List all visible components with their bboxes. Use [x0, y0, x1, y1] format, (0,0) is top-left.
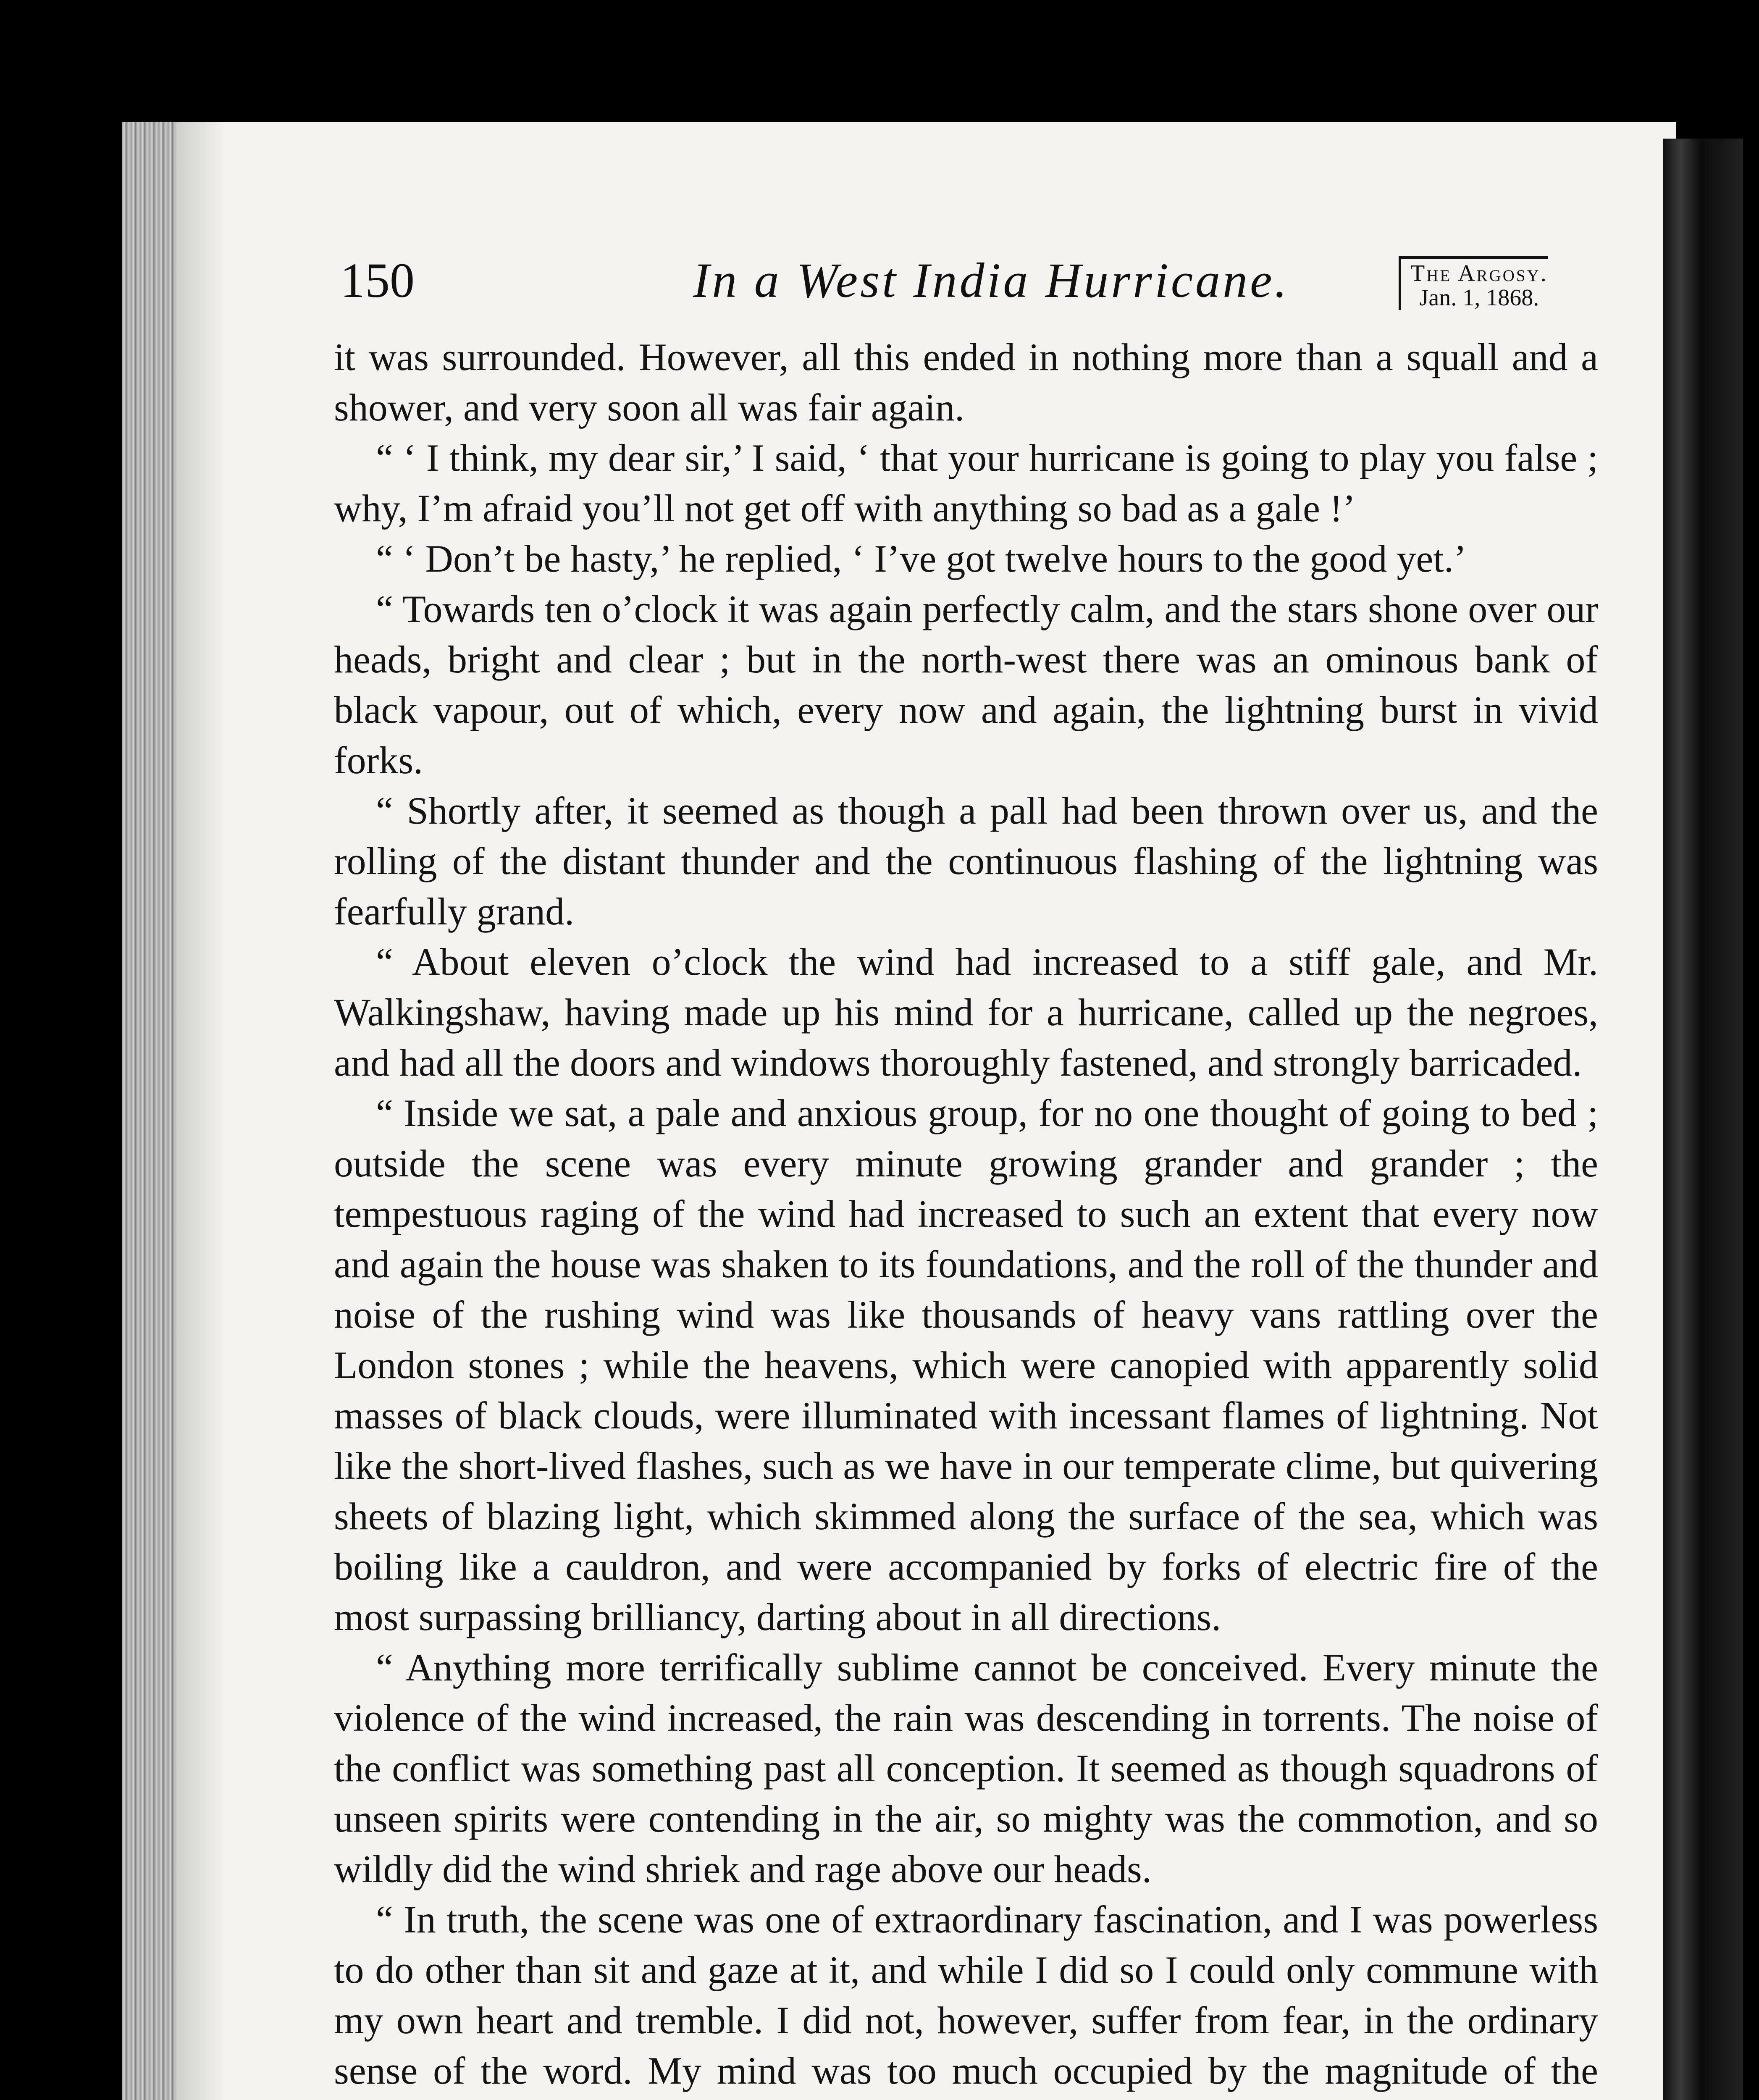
paragraph: “ Towards ten o’clock it was again perfectly calm, and the stars shone over our heads, bright and clear ; but in the north-west there was an ominous bank of black vapour, out of which, every now and again, the lightning burst in vivid forks. [334, 588, 1598, 782]
page-edge-stack [122, 122, 176, 2100]
journal-citation [1399, 256, 1548, 310]
binding-edge [1663, 139, 1743, 2100]
paragraph: “ ‘ Don’t be hasty,’ he replied, ‘ I’ve got twelve hours to the good yet.’ [376, 537, 1467, 580]
paragraph: “ About eleven o’clock the wind had increased to a stiff gale, and Mr. Walkingshaw, having made up his mind for a hurricane, called up the negroes, and had all the doors and windows thoroughly fastened, and strongly barricaded. [334, 940, 1598, 1084]
gutter-shadow [176, 122, 227, 2100]
running-title: In a West India Hurricane. [693, 253, 1290, 308]
body-text [334, 332, 1598, 2100]
book-page [122, 122, 1676, 2100]
paragraph: “ Anything more terrifically sublime cannot be conceived. Every minute the violence of the wind increased, the rain was descending in torrents. The noise of the conflict was something past all conception. It seemed as though squadrons of unseen spirits were contending in the air, so mighty was the commotion, and so wildly did the wind shriek and rage above our heads. [334, 1646, 1598, 1890]
journal-name: The Argosy. [1410, 260, 1548, 286]
page-number: 150 [340, 253, 415, 308]
paragraph: “ Inside we sat, a pale and anxious group, for no one thought of going to bed ; outside the scene was every minute growing grander and grander ; the tempestuous raging of the wind had increased to such an extent that every now and again the house was shaken to its foundations, and the roll of the thunder and noise of the rushing wind was like thousands of heavy vans rattling over the London stones ; while the heavens, which were canopied with apparently solid masses of black clouds, were illuminated with incessant flames of lightning. Not like the short-lived flashes, such as we have in our temperate clime, but quivering sheets of blazing light, which skimmed along the surface of the sea, which was boiling like a cauldron, and were accompanied by forks of electric fire of the most surpassing brilliancy, darting about in all directions. [334, 1092, 1598, 1638]
paragraph-continuation: it was surrounded. However, all this ended in nothing more than a squall and a shower, and very soon all was fair again. [334, 336, 1598, 429]
page-header [340, 252, 1617, 315]
paragraph: “ Shortly after, it seemed as though a pall had been thrown over us, and the rolling of the distant thunder and the continuous flashing of the lightning was fearfully grand. [334, 789, 1598, 933]
journal-date: Jan. 1, 1868. [1419, 285, 1539, 311]
paragraph: “ ‘ I think, my dear sir,’ I said, ‘ that your hurricane is going to play you false ; why, I’m afraid you’ll not get off with anything so bad as a gale !’ [334, 436, 1598, 530]
paragraph: “ In truth, the scene was one of extraordinary fascination, and I was powerless to do other than sit and gaze at it, and while I did so I could only commune with my own heart and tremble. I did not, however, suffer from fear, in the ordinary sense of the word. My mind was too much occupied by the magnitude of the [334, 1898, 1598, 2092]
